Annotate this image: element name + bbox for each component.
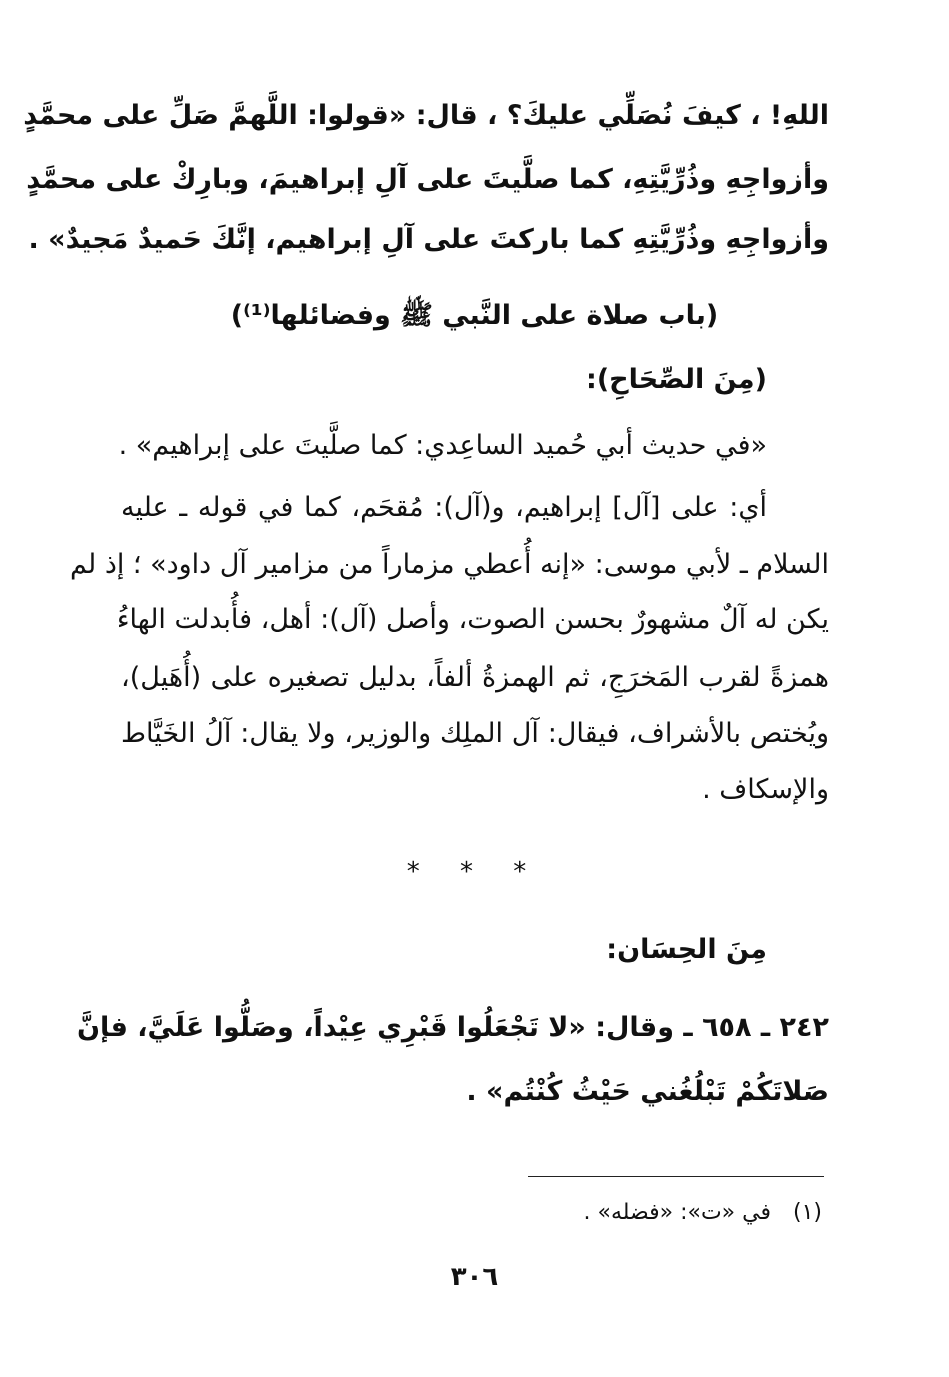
text-line-3: وأزواجِهِ وذُرِّيَّتِهِ كما باركتَ على آلِ إبراهيم، إنَّكَ حَميدٌ مَجيدٌ» .	[28, 224, 829, 255]
quoted-hadith-line: «في حديث أبي حُميد الساعِدي: كما صلَّيتَ على إبراهيم» .	[118, 430, 767, 461]
commentary-line-2: السلام ـ لأبي موسى: «إنه أُعطي مزماراً من مزامير آل داود» ؛ إذ لم	[70, 549, 829, 580]
footnote-text: في «ت»: «فضله» .	[583, 1200, 771, 1225]
text-line-1: اللهِ! ، كيفَ نُصَلِّي عليكَ؟ ، قال: «قولوا: اللَّهمَّ صَلِّ على محمَّدٍ	[23, 100, 829, 131]
commentary-line-3: يكن له آلٌ مشهورٌ بحسن الصوت، وأصل (آل): أهل، فأُبدلت الهاءُ	[116, 604, 829, 635]
section-title-sihah: (مِنَ الصِّحَاحِ):	[586, 364, 767, 395]
footnote-number: (١)	[792, 1200, 822, 1225]
hadith-line-2: صَلاتَكُمْ تَبْلُغُني حَيْثُ كُنْتُم» .	[466, 1076, 829, 1107]
text-line-2: وأزواجِهِ وذُرِّيَّتِهِ، كما صلَّيتَ على آلِ إبراهيمَ، وبارِكْ على محمَّدٍ	[26, 164, 829, 195]
section-title-hisan: مِنَ الحِسَان:	[606, 934, 767, 965]
footnote	[584, 1198, 822, 1228]
page-number: ٣٠٦	[450, 1262, 499, 1292]
hadith-line-1: ٢٤٢ ـ ٦٥٨ ـ وقال: «لا تَجْعَلُوا قَبْرِي عِيْداً، وصَلُّوا عَلَيَّ، فإنَّ	[77, 1012, 829, 1043]
commentary-line-6: والإسكاف .	[702, 774, 829, 805]
commentary-line-4: همزةً لقرب المَخرَجِ، ثم الهمزةُ ألفاً، بدليل تصغيره على (أُهَيل)،	[121, 662, 829, 693]
commentary-line-5: ويُختص بالأشراف، فيقال: آل الملِك والوزير، ولا يقال: آلُ الخَيَّاط	[121, 718, 829, 749]
section-divider: * * *	[406, 857, 543, 887]
footnote-rule	[528, 1176, 824, 1177]
commentary-line-1: أي: على [آل] إبراهيم، و(آل): مُقحَم، كما في قوله ـ عليه	[121, 492, 767, 523]
chapter-heading: (باب صلاة على النَّبي ﷺ وفضائلها⁽¹⁾)	[230, 300, 719, 331]
